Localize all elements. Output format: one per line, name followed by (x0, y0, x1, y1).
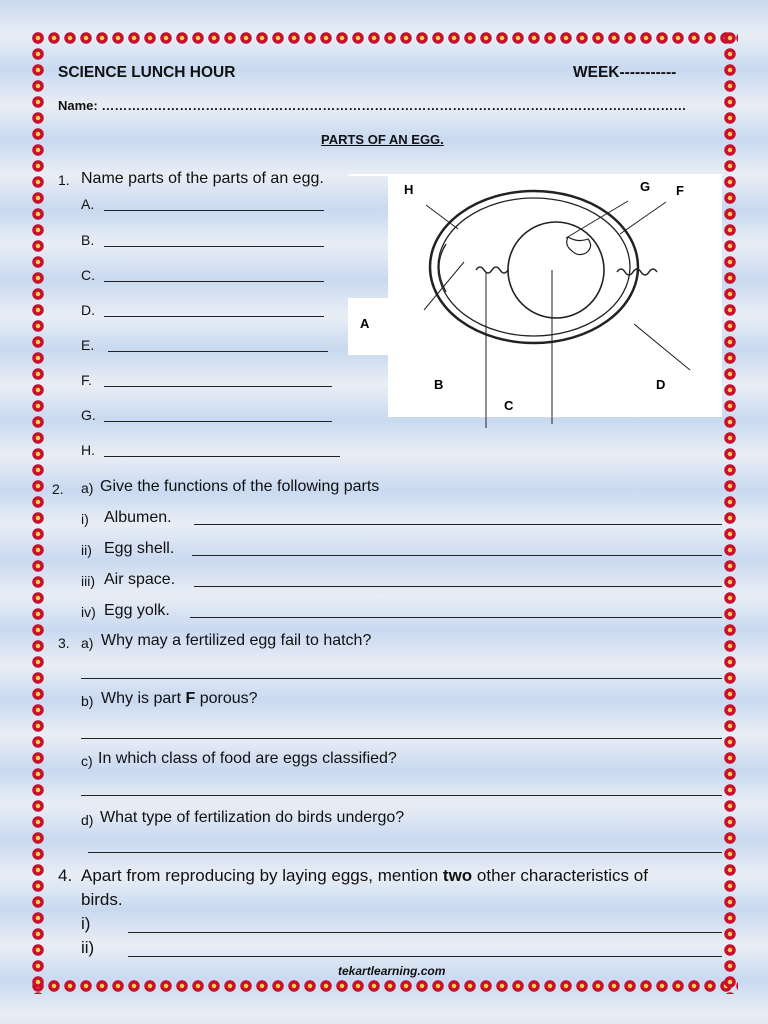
name-field[interactable]: Name: ……………………………………………………………………………………………………………………… (58, 98, 687, 113)
q2-item-label: Egg shell. (104, 540, 175, 557)
q4-answer-line-2[interactable] (128, 956, 722, 957)
q3a-answer-line[interactable] (81, 678, 722, 679)
q4-text-after: other characteristics of (472, 866, 648, 885)
q1-answer-line-e[interactable] (108, 351, 328, 352)
q2-roman: iii) (81, 573, 95, 589)
q4-answer-line-1[interactable] (128, 932, 722, 933)
worksheet-title: SCIENCE LUNCH HOUR (58, 64, 236, 81)
q1-answer-line-f[interactable] (104, 386, 332, 387)
q3-letter: b) (81, 693, 94, 709)
q1-item-label: C. (81, 267, 95, 283)
q3d-text: What type of fertilization do birds undergo? (100, 809, 405, 826)
footer-website: tekartlearning.com (338, 964, 446, 978)
week-field[interactable]: WEEK----------- (573, 64, 677, 81)
q1-item-label: D. (81, 302, 95, 318)
label-f: F (676, 183, 684, 198)
q3b-text-before: Why is part (101, 690, 186, 707)
q1-text: Name parts of the parts of an egg. (81, 170, 324, 187)
q3b-bold: F (185, 690, 196, 707)
border-left (30, 30, 46, 994)
q1-answer-line-c[interactable] (104, 281, 324, 282)
q2-number: 2. (52, 481, 64, 497)
label-c: C (504, 398, 514, 413)
q1-answer-line-a[interactable] (104, 210, 324, 211)
q4-text-before: Apart from reproducing by laying eggs, mention (81, 866, 443, 885)
label-b: B (434, 377, 444, 392)
q3-letter: d) (81, 812, 94, 828)
q2-text: Give the functions of the following parts (100, 478, 380, 495)
q4-text (81, 866, 648, 886)
q1-item-label: B. (81, 232, 95, 248)
q4-text-line2: birds. (81, 890, 123, 909)
q1-item-label: G. (81, 407, 96, 423)
section-title: PARTS OF AN EGG. (321, 132, 444, 147)
q2-answer-line-air-space[interactable] (194, 586, 722, 587)
q1-answer-line-h[interactable] (104, 456, 340, 457)
q3c-answer-line[interactable] (81, 795, 722, 796)
q2-item-label: Albumen. (104, 509, 172, 526)
worksheet (46, 46, 722, 978)
q3a-text: Why may a fertilized egg fail to hatch? (101, 632, 372, 649)
q1-item-label: A. (81, 196, 95, 212)
q1-item-label: H. (81, 442, 95, 458)
q3b-answer-line[interactable] (81, 738, 722, 739)
q3c-text: In which class of food are eggs classified? (98, 750, 397, 767)
q4-bold: two (442, 866, 473, 885)
q4-item-label: i) (81, 914, 91, 933)
q1-answer-line-d[interactable] (104, 316, 324, 317)
q3-letter: c) (81, 753, 93, 769)
q1-item-label: F. (81, 372, 92, 388)
q2-item-label: Egg yolk. (104, 602, 170, 619)
q3-letter: a) (81, 635, 94, 651)
q2-item-label: Air space. (104, 571, 176, 588)
q4-item-label: ii) (81, 938, 95, 957)
q1-item-label: E. (81, 337, 95, 353)
q1-number: 1. (58, 172, 70, 188)
border-bottom (30, 978, 738, 994)
q3b-text-after: porous? (195, 690, 258, 707)
label-g: G (640, 179, 651, 194)
label-d: D (656, 377, 666, 392)
q2-answer-line-albumen[interactable] (194, 524, 722, 525)
label-a: A (360, 316, 370, 331)
q1-answer-line-b[interactable] (104, 246, 324, 247)
q2-answer-line-egg-yolk[interactable] (190, 617, 722, 618)
yolk (508, 222, 604, 318)
q3d-answer-line[interactable] (88, 852, 722, 853)
border-right (722, 30, 738, 994)
q2-roman: i) (81, 511, 89, 527)
q3-number: 3. (58, 635, 70, 651)
border-top (30, 30, 738, 46)
label-h: H (404, 182, 414, 197)
egg-diagram (360, 174, 722, 417)
q2-roman: iv) (81, 604, 96, 620)
q1-answer-line-g[interactable] (104, 421, 332, 422)
q4-number: 4. (58, 866, 73, 885)
q2-roman: ii) (81, 542, 92, 558)
q3b-text (101, 690, 258, 708)
q2-prefix: a) (81, 480, 94, 496)
q2-answer-line-egg-shell[interactable] (192, 555, 722, 556)
